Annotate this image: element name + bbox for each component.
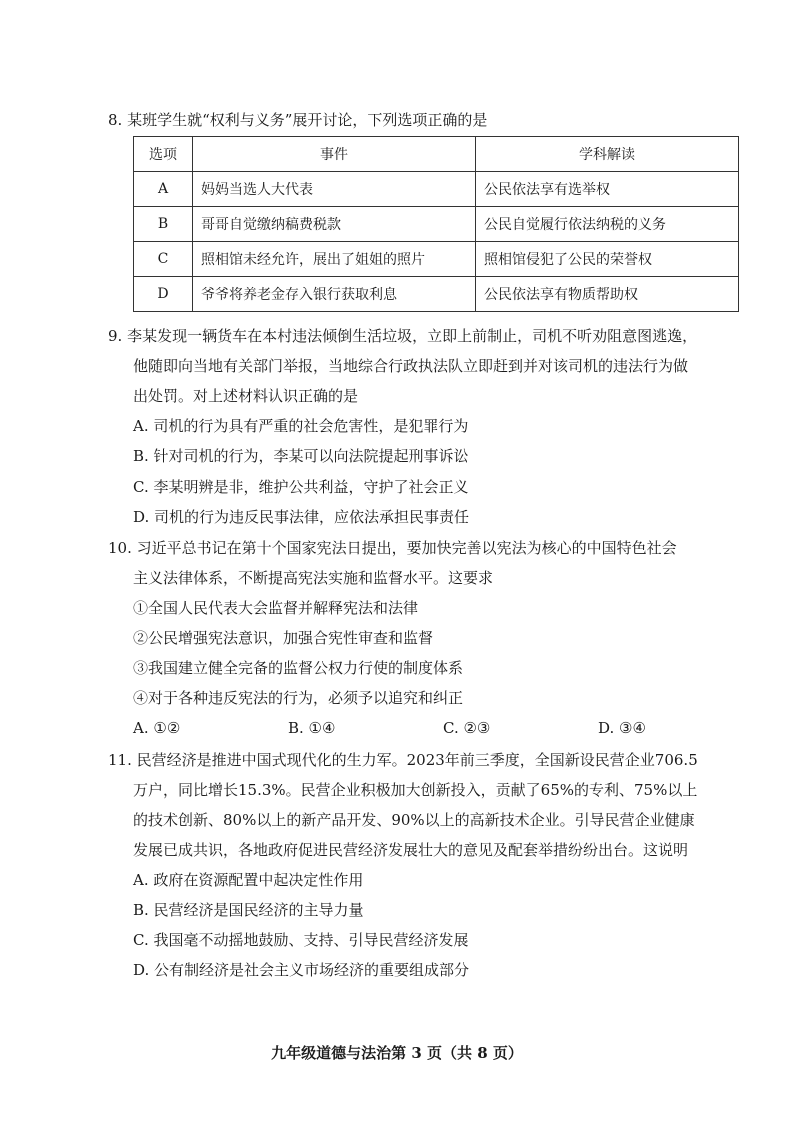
q10-statement: ④对于各种违反宪法的行为，必须予以追究和纠正 <box>133 689 464 707</box>
q8-options-table <box>133 136 739 312</box>
q10-stem-line: 主义法律体系，不断提高宪法实施和监督水平。这要求 <box>133 569 494 587</box>
row-option: A <box>134 172 193 207</box>
q10-choice: A. ①② <box>133 719 181 737</box>
header-event: 事件 <box>193 137 476 172</box>
page-footer: 九年级道德与法治第 3 页（共 8 页） <box>271 1044 523 1062</box>
table-row <box>134 277 739 312</box>
q9-option: D. 司机的行为违反民事法律，应依法承担民事责任 <box>133 508 470 526</box>
header-option: 选项 <box>134 137 193 172</box>
q10-stem-line: 10. 习近平总书记在第十个国家宪法日提出，要加快完善以宪法为核心的中国特色社会 <box>108 539 677 557</box>
row-event: 哥哥自觉缴纳稿费税款 <box>193 207 476 242</box>
q10-choice: D. ③④ <box>598 719 646 737</box>
table-row <box>134 242 739 277</box>
q9-option: C. 李某明辨是非，维护公共利益，守护了社会正义 <box>133 478 469 496</box>
row-reading: 照相馆侵犯了公民的荣誉权 <box>476 242 739 277</box>
row-option: D <box>134 277 193 312</box>
row-reading: 公民依法享有选举权 <box>476 172 739 207</box>
table-header-row <box>134 137 739 172</box>
table-row <box>134 172 739 207</box>
q11-stem-line: 的技术创新、80%以上的新产品开发、90%以上的高新技术企业。引导民营企业健康 <box>133 811 695 829</box>
q11-option: C. 我国毫不动摇地鼓励、支持、引导民营经济发展 <box>133 931 469 949</box>
q11-stem-line: 发展已成共识，各地政府促进民营经济发展壮大的意见及配套举措纷纷出台。这说明 <box>133 841 689 859</box>
q11-option: A. 政府在资源配置中起决定性作用 <box>133 871 364 889</box>
q11-option: B. 民营经济是国民经济的主导力量 <box>133 901 364 919</box>
header-reading: 学科解读 <box>476 137 739 172</box>
row-option: B <box>134 207 193 242</box>
row-event: 照相馆未经允许，展出了姐姐的照片 <box>193 242 476 277</box>
q10-statement: ①全国人民代表大会监督并解释宪法和法律 <box>133 599 419 617</box>
row-option: C <box>134 242 193 277</box>
q11-option: D. 公有制经济是社会主义市场经济的重要组成部分 <box>133 961 470 979</box>
q10-choice: C. ②③ <box>443 719 491 737</box>
q11-stem-line: 11. 民营经济是推进中国式现代化的生力军。2023年前三季度，全国新设民营企业706.5 <box>108 751 698 769</box>
q11-stem-line: 万户，同比增长15.3%。民营企业积极加大创新投入，贡献了65%的专利、75%以上 <box>133 781 698 799</box>
q9-stem-line: 9. 李某发现一辆货车在本村违法倾倒生活垃圾，立即上前制止，司机不听劝阻意图逃逸， <box>108 327 698 345</box>
q8-stem: 8. 某班学生就“权利与义务”展开讨论，下列选项正确的是 <box>108 111 488 129</box>
q9-option: B. 针对司机的行为，李某可以向法院提起刑事诉讼 <box>133 447 469 465</box>
row-reading: 公民自觉履行依法纳税的义务 <box>476 207 739 242</box>
q9-stem-line: 出处罚。对上述材料认识正确的是 <box>133 387 359 405</box>
row-event: 爷爷将养老金存入银行获取利息 <box>193 277 476 312</box>
row-reading: 公民依法享有物质帮助权 <box>476 277 739 312</box>
q10-statement: ③我国建立健全完备的监督公权力行使的制度体系 <box>133 659 464 677</box>
q9-option: A. 司机的行为具有严重的社会危害性，是犯罪行为 <box>133 417 469 435</box>
q10-statement: ②公民增强宪法意识，加强合宪性审查和监督 <box>133 629 434 647</box>
row-event: 妈妈当选人大代表 <box>193 172 476 207</box>
q9-stem-line: 他随即向当地有关部门举报，当地综合行政执法队立即赶到并对该司机的违法行为做 <box>133 357 689 375</box>
q10-choice: B. ①④ <box>288 719 336 737</box>
table-row <box>134 207 739 242</box>
